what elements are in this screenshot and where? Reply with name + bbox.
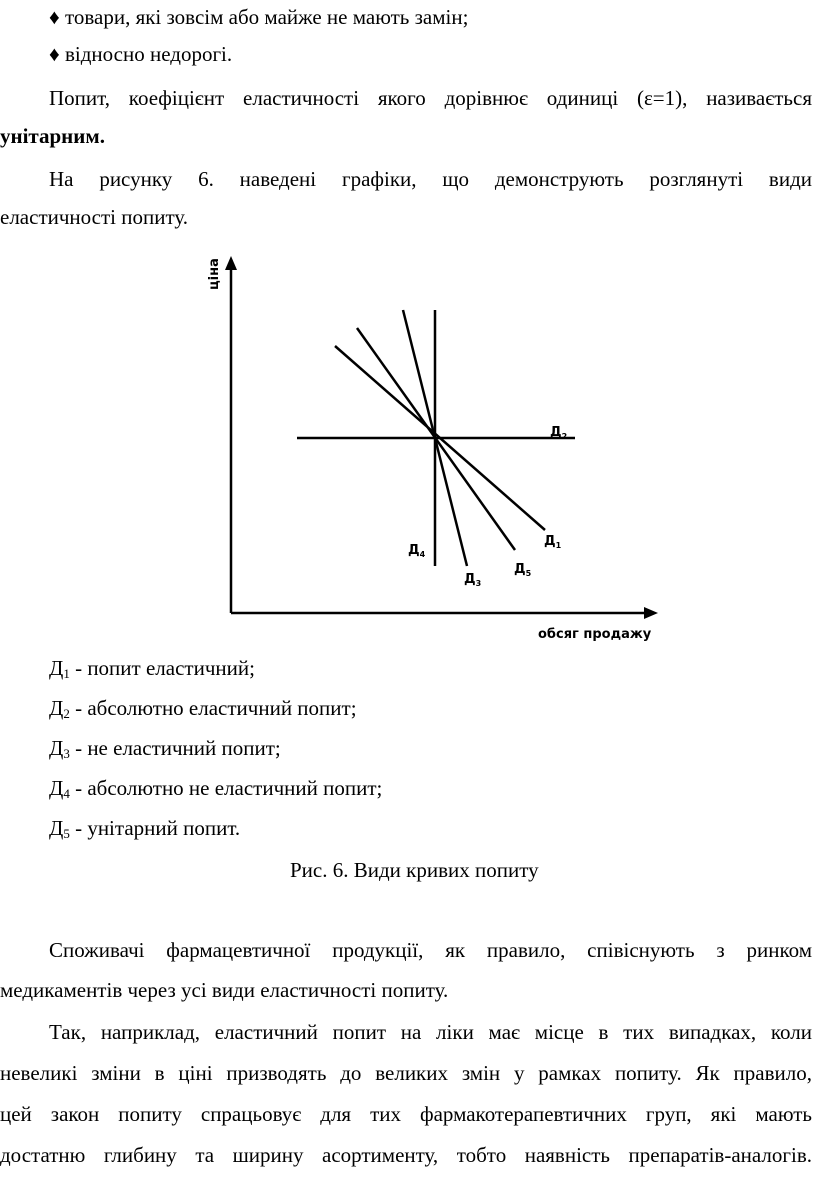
diamond-bullet-icon: ♦	[49, 5, 60, 29]
curve-label-d2: $Д_2$	[550, 425, 568, 441]
x-axis-arrow-icon	[644, 607, 658, 619]
legend-item: $Д_4$ - абсолютно не еластичний попит;	[49, 776, 383, 801]
bullet-item: ♦ товари, які зовсім або майже не мають замін;	[49, 5, 469, 29]
curve-label-d1: $Д_1$	[544, 534, 562, 550]
x-axis-label: обсяг продажу	[538, 627, 652, 642]
y-axis-arrow-icon	[225, 256, 237, 270]
paragraph-line: цей закон попиту спрацьовує для тих фармакотерапевтичних груп, які мають	[0, 1102, 812, 1126]
paragraph-line: еластичності попиту.	[0, 205, 189, 229]
bullet-item: ♦ відносно недорогі.	[49, 42, 233, 66]
legend-item: $Д_2$ - абсолютно еластичний попит;	[49, 696, 357, 721]
curve-label-d5: $Д_5$	[514, 562, 532, 578]
curves-group	[297, 310, 575, 566]
demand-curves-chart	[190, 248, 670, 648]
paragraph-line: На рисунку 6. наведені графіки, що демонструють розглянуті види	[49, 167, 812, 191]
paragraph-line: невеликі зміни в ціні призводять до великих змін у рамках попиту. Як правило,	[0, 1061, 812, 1085]
legend-item: $Д_1$ - попит еластичний;	[49, 656, 255, 681]
curve-label-d3: $Д_3$	[464, 572, 482, 588]
y-axis-label: ціна	[207, 258, 222, 290]
paragraph-line: достатню глибину та ширину асортименту, тобто наявність препаратів-аналогів.	[0, 1143, 812, 1167]
legend-item: $Д_3$ - не еластичний попит;	[49, 736, 281, 761]
curve-label-d4: $Д_4$	[408, 543, 426, 559]
legend-item: $Д_5$ - унітарний попит.	[49, 816, 241, 841]
diamond-bullet-icon: ♦	[49, 42, 60, 66]
bold-term: унітарним.	[0, 124, 105, 148]
paragraph-line: Так, наприклад, еластичний попит на ліки має місце в тих випадках, коли	[49, 1020, 812, 1044]
paragraph-line: медикаментів через усі види еластичності попиту.	[0, 978, 449, 1002]
figure-caption: Рис. 6. Види кривих попиту	[290, 858, 539, 882]
paragraph-line: Споживачі фармацевтичної продукції, як правило, співіснують з ринком	[49, 938, 812, 962]
paragraph-line: Попит, коефіцієнт еластичності якого дорівнює одиниці (ε=1), називається	[49, 86, 812, 110]
